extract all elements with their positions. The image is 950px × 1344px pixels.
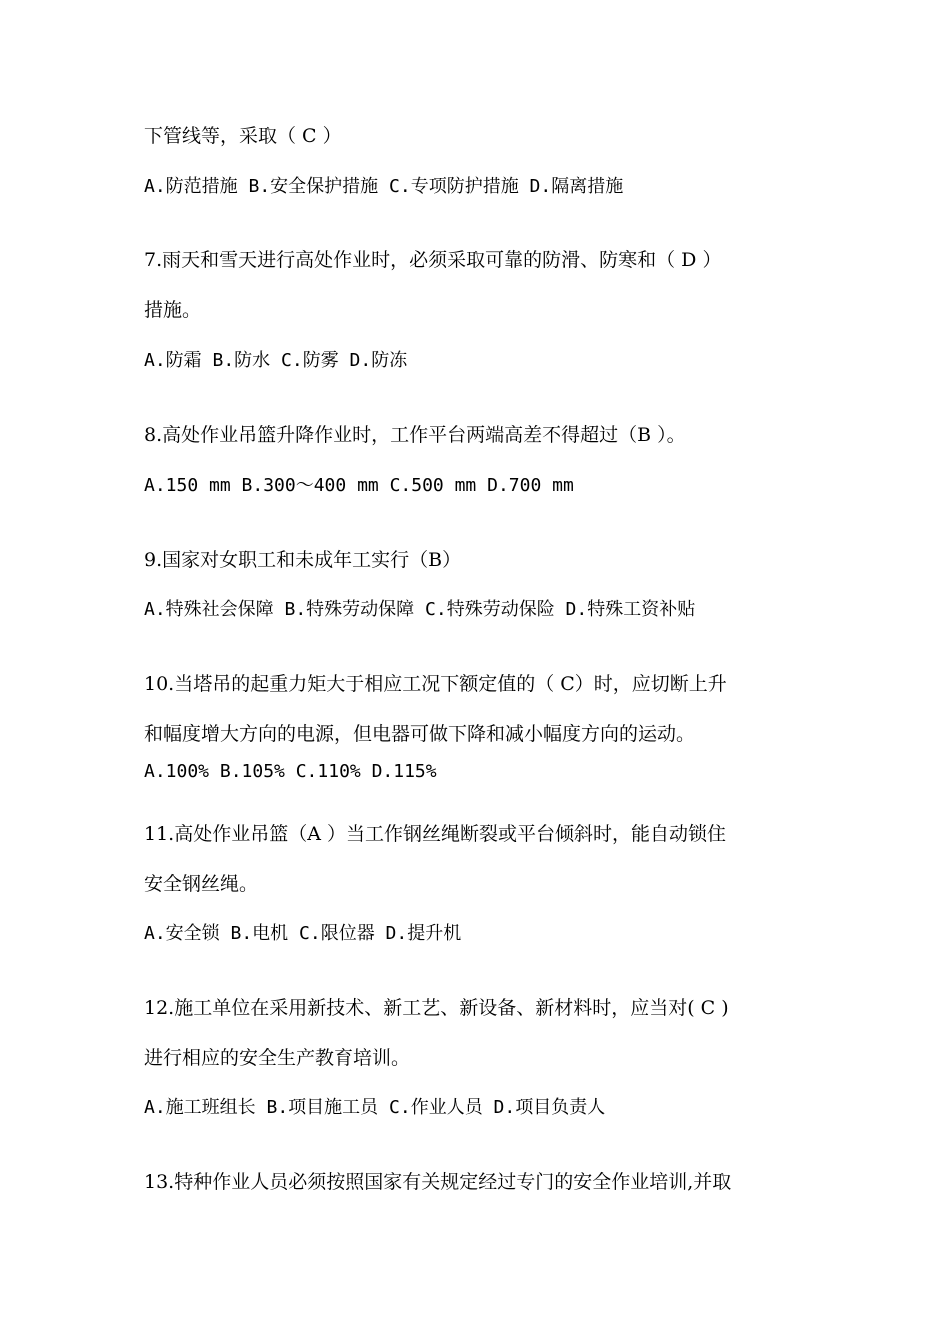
question-12-stem-continued: 进行相应的安全生产教育培训。 — [144, 1047, 411, 1069]
question-10-stem: 10.当塔吊的起重力矩大于相应工况下额定值的（ C）时，应切断上升 — [144, 673, 727, 695]
question-6-options: A.防范措施 B.安全保护措施 C.专项防护措施 D.隔离措施 — [144, 176, 624, 197]
question-7-stem: 7.雨天和雪天进行高处作业时，必须采取可靠的防滑、防寒和（ D ） — [144, 249, 722, 271]
question-10-options: A.100% B.105% C.110% D.115% — [144, 761, 437, 782]
question-10-stem-continued: 和幅度增大方向的电源，但电器可做下降和减小幅度方向的运动。 — [144, 723, 696, 745]
question-11-stem: 11.高处作业吊篮（A ）当工作钢丝绳断裂或平台倾斜时，能自动锁住 — [144, 823, 726, 845]
question-9-options: A.特殊社会保障 B.特殊劳动保障 C.特殊劳动保险 D.特殊工资补贴 — [144, 599, 696, 620]
question-7-stem-continued: 措施。 — [144, 299, 202, 321]
question-11-options: A.安全锁 B.电机 C.限位器 D.提升机 — [144, 923, 462, 944]
question-9-stem: 9.国家对女职工和未成年工实行（B） — [144, 549, 462, 571]
question-12-options: A.施工班组长 B.项目施工员 C.作业人员 D.项目负责人 — [144, 1097, 606, 1118]
question-8-options: A.150 mm B.300～400 mm C.500 mm D.700 mm — [144, 475, 574, 496]
question-12-stem: 12.施工单位在采用新技术、新工艺、新设备、新材料时，应当对( C ) — [144, 997, 729, 1019]
question-11-stem-continued: 安全钢丝绳。 — [144, 873, 259, 895]
question-13-stem: 13.特种作业人员必须按照国家有关规定经过专门的安全作业培训,并取 — [144, 1171, 732, 1193]
question-8-stem: 8.高处作业吊篮升降作业时，工作平台两端高差不得超过（B ）。 — [144, 424, 686, 446]
question-6-stem-continued: 下管线等，采取（ C ） — [144, 125, 342, 147]
question-7-options: A.防霜 B.防水 C.防雾 D.防冻 — [144, 350, 408, 371]
